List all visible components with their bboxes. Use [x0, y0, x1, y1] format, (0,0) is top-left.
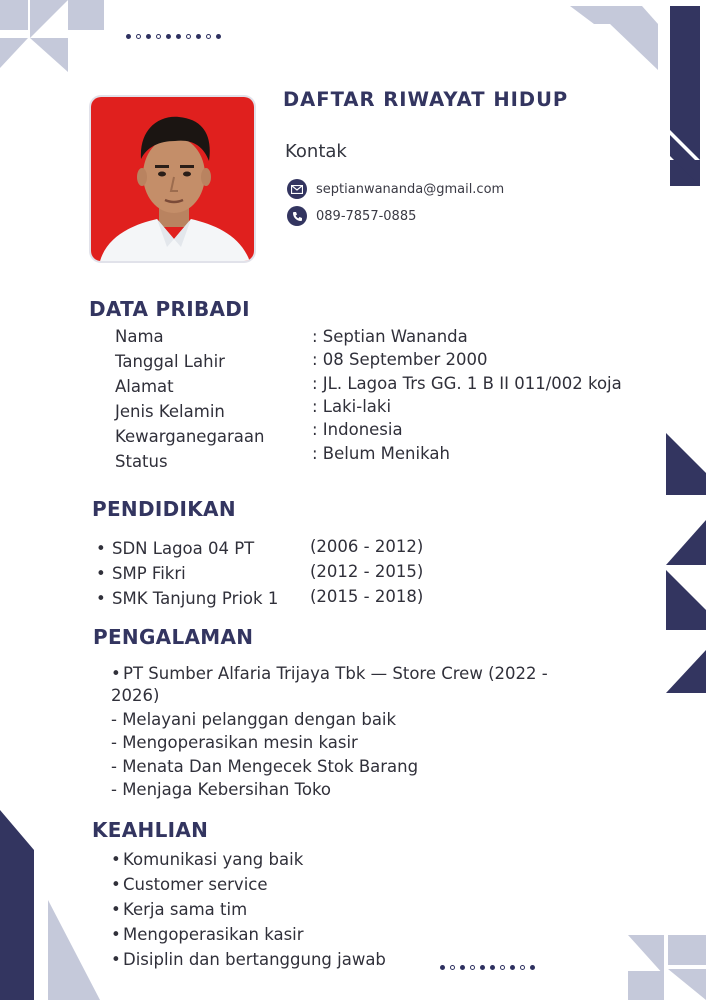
- label-kewarganegaraan: Kewarganegaraan: [115, 427, 265, 446]
- skill-label: Komunikasi yang baik: [123, 850, 304, 869]
- email-text[interactable]: septianwananda@gmail.com: [316, 181, 505, 197]
- keahlian-heading: KEAHLIAN: [92, 818, 209, 842]
- skill-item: • Mengoperasikan kasir: [111, 925, 304, 944]
- skill-item: • Disiplin dan bertanggung jawab: [111, 950, 386, 969]
- education-item: • SMK Tanjung Priok 1: [96, 589, 279, 608]
- job-years-line: 2026): [111, 686, 160, 705]
- skill-item: • Customer service: [111, 875, 268, 894]
- phone-text[interactable]: 089-7857-0885: [316, 208, 417, 224]
- skill-label: Customer service: [123, 875, 268, 894]
- education-years: (2012 - 2015): [310, 562, 424, 581]
- label-alamat: Alamat: [115, 377, 174, 396]
- value-kewarganegaraan: : Indonesia: [312, 420, 403, 439]
- email-row: [287, 179, 504, 199]
- label-status: Status: [115, 452, 168, 471]
- phone-icon: [287, 206, 307, 226]
- top-dots-decoration: [126, 34, 221, 39]
- label-nama: Nama: [115, 327, 164, 346]
- top-right-decoration: [570, 0, 706, 190]
- education-years: (2015 - 2018): [310, 587, 424, 606]
- value-jenis-kelamin: : Laki-laki: [312, 397, 392, 416]
- job-title-line: • PT Sumber Alfaria Trijaya Tbk — Store Crew (2022 -: [111, 664, 548, 683]
- skill-label: Kerja sama tim: [123, 900, 248, 919]
- label-tanggal-lahir: Tanggal Lahir: [115, 352, 225, 371]
- education-years: (2006 - 2012): [310, 537, 424, 556]
- bottom-right-decoration: [628, 935, 706, 1000]
- skill-label: Mengoperasikan kasir: [123, 925, 304, 944]
- label-jenis-kelamin: Jenis Kelamin: [115, 402, 225, 421]
- data-pribadi-heading: DATA PRIBADI: [89, 297, 250, 321]
- skill-item: • Kerja sama tim: [111, 900, 248, 919]
- skill-item: • Komunikasi yang baik: [111, 850, 304, 869]
- job-task: - Melayani pelanggan dengan baik: [111, 710, 397, 729]
- education-item: • SMP Fikri: [96, 564, 186, 583]
- value-tanggal-lahir: : 08 September 2000: [312, 350, 488, 369]
- job-task: - Menata Dan Mengecek Stok Barang: [111, 757, 419, 776]
- email-icon: [287, 179, 307, 199]
- profile-photo: [89, 95, 256, 263]
- value-status: : Belum Menikah: [312, 444, 450, 463]
- contact-heading: Kontak: [285, 141, 347, 162]
- job-title: PT Sumber Alfaria Trijaya Tbk — Store Crew (2022 -: [123, 664, 548, 683]
- right-triangles-decoration: [660, 425, 706, 700]
- job-task: - Menjaga Kebersihan Toko: [111, 780, 332, 799]
- skill-label: Disiplin dan bertanggung jawab: [123, 950, 386, 969]
- top-left-decoration: [0, 0, 110, 72]
- education-item: • SDN Lagoa 04 PT: [96, 539, 255, 558]
- school-name: SDN Lagoa 04 PT: [112, 539, 255, 558]
- school-name: SMP Fikri: [112, 564, 186, 583]
- phone-row: [287, 206, 416, 226]
- value-nama: : Septian Wananda: [312, 327, 468, 346]
- job-task: - Mengoperasikan mesin kasir: [111, 733, 358, 752]
- pengalaman-heading: PENGALAMAN: [93, 625, 254, 649]
- bottom-dots-decoration: [440, 965, 535, 970]
- page-title: DAFTAR RIWAYAT HIDUP: [283, 88, 569, 111]
- value-alamat: : JL. Lagoa Trs GG. 1 B II 011/002 koja: [312, 374, 622, 393]
- school-name: SMK Tanjung Priok 1: [112, 589, 279, 608]
- pendidikan-heading: PENDIDIKAN: [92, 497, 236, 521]
